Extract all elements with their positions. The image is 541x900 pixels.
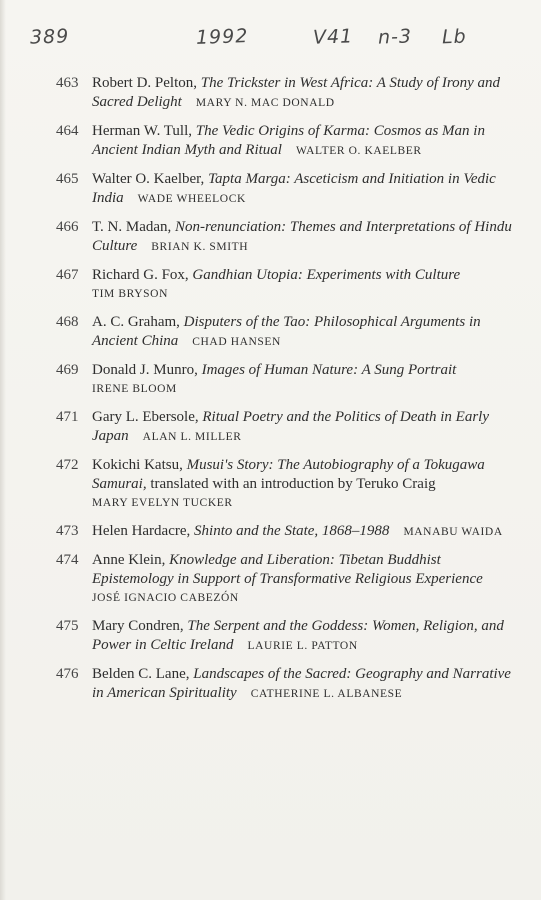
entry-reviewer: WALTER O. KAELBER — [295, 145, 422, 157]
review-entry — [56, 551, 516, 608]
review-entry — [56, 361, 516, 399]
entry-title: Shinto and the State, 1868–1988 — [194, 523, 390, 539]
entry-reviewer: LAURIE L. PATTON — [247, 640, 358, 652]
entry-reviewer: MARY N. MAC DONALD — [195, 97, 335, 109]
entry-page-number: 469 — [56, 362, 79, 378]
entry-reviewer: CATHERINE L. ALBANESE — [250, 688, 403, 700]
entry-page-number: 475 — [56, 618, 79, 634]
entry-title: Disputers of the Tao: Philosophical Arguments in Ancient China — [92, 314, 481, 349]
review-entry — [56, 170, 516, 209]
review-entry — [56, 456, 516, 513]
handwritten-volume: V41 — [312, 25, 354, 49]
review-entry — [56, 122, 516, 161]
entry-author: A. C. Graham, — [92, 314, 184, 330]
entry-author: Kokichi Katsu, — [92, 457, 187, 473]
entry-author: Walter O. Kaelber, — [92, 171, 209, 187]
handwritten-initials: Lb — [441, 25, 468, 49]
review-entry — [56, 74, 516, 113]
entry-reviewer: TIM BRYSON — [92, 288, 168, 300]
entry-title: Landscapes of the Sacred: Geography and Narrative in American Spirituality — [92, 666, 511, 701]
handwritten-year: 1992 — [195, 25, 249, 49]
entry-page-number: 468 — [56, 314, 79, 330]
entry-title: Images of Human Nature: A Sung Portrait — [201, 362, 457, 378]
entry-title: Ritual Poetry and the Politics of Death in Early Japan — [92, 409, 490, 444]
entry-author: T. N. Madan, — [92, 219, 176, 235]
entry-title: Knowledge and Liberation: Tibetan Buddhist Epistemology in Support of Transformative Religious Experience — [92, 552, 483, 587]
entry-reviewer: BRIAN K. SMITH — [151, 241, 249, 253]
entry-author: Helen Hardacre, — [92, 523, 195, 539]
entry-reviewer: JOSÉ IGNACIO CABEZÓN — [92, 592, 239, 604]
handwritten-page-number: 389 — [29, 25, 70, 49]
handwritten-annotation — [0, 26, 541, 62]
entry-author: Richard G. Fox, — [92, 267, 193, 283]
entry-title: The Trickster in West Africa: A Study of Irony and Sacred Delight — [92, 75, 501, 110]
review-entry — [56, 408, 516, 447]
entry-title: Non-renunciation: Themes and Interpretations of Hindu Culture — [92, 219, 512, 254]
entry-reviewer: WADE WHEELOCK — [137, 193, 246, 205]
entry-page-number: 464 — [56, 123, 79, 139]
entry-translator-note: translated with an introduction by Teruko Craig — [146, 476, 436, 492]
entry-author: Robert D. Pelton, — [92, 75, 201, 91]
review-entry — [56, 665, 516, 704]
entry-author: Belden C. Lane, — [92, 666, 194, 682]
entry-page-number: 465 — [56, 171, 79, 187]
page-edge-shadow — [0, 0, 6, 900]
entry-page-number: 474 — [56, 552, 79, 568]
entry-reviewer: ALAN L. MILLER — [142, 431, 242, 443]
entry-title: The Vedic Origins of Karma: Cosmos as Man in Ancient Indian Myth and Ritual — [92, 123, 485, 158]
entry-title: Musui's Story: The Autobiography of a Tokugawa Samurai, — [92, 457, 485, 492]
entry-author: Anne Klein, — [92, 552, 170, 568]
entry-author: Herman W. Tull, — [92, 123, 196, 139]
entry-page-number: 466 — [56, 219, 79, 235]
entry-title: The Serpent and the Goddess: Women, Religion, and Power in Celtic Ireland — [92, 618, 504, 653]
entry-page-number: 467 — [56, 267, 79, 283]
review-entry — [56, 266, 516, 304]
entry-page-number: 476 — [56, 666, 79, 682]
review-entry — [56, 313, 516, 352]
entry-reviewer: IRENE BLOOM — [92, 383, 177, 395]
entry-reviewer: CHAD HANSEN — [192, 336, 281, 348]
entry-reviewer: MANABU WAIDA — [403, 526, 503, 538]
entry-title: Tapta Marga: Asceticism and Initiation in Vedic India — [92, 171, 496, 206]
entry-page-number: 472 — [56, 457, 79, 473]
book-review-list — [56, 74, 516, 713]
entry-author: Gary L. Ebersole, — [92, 409, 203, 425]
review-entry — [56, 218, 516, 257]
entry-author: Mary Condren, — [92, 618, 188, 634]
entry-page-number: 463 — [56, 75, 79, 91]
entry-reviewer: MARY EVELYN TUCKER — [92, 497, 233, 509]
entry-page-number: 471 — [56, 409, 79, 425]
review-entry — [56, 617, 516, 656]
handwritten-issue: n-3 — [377, 25, 413, 49]
entry-title: Gandhian Utopia: Experiments with Culture — [192, 267, 461, 283]
entry-author: Donald J. Munro, — [92, 362, 202, 378]
review-entry — [56, 522, 516, 542]
entry-page-number: 473 — [56, 523, 79, 539]
